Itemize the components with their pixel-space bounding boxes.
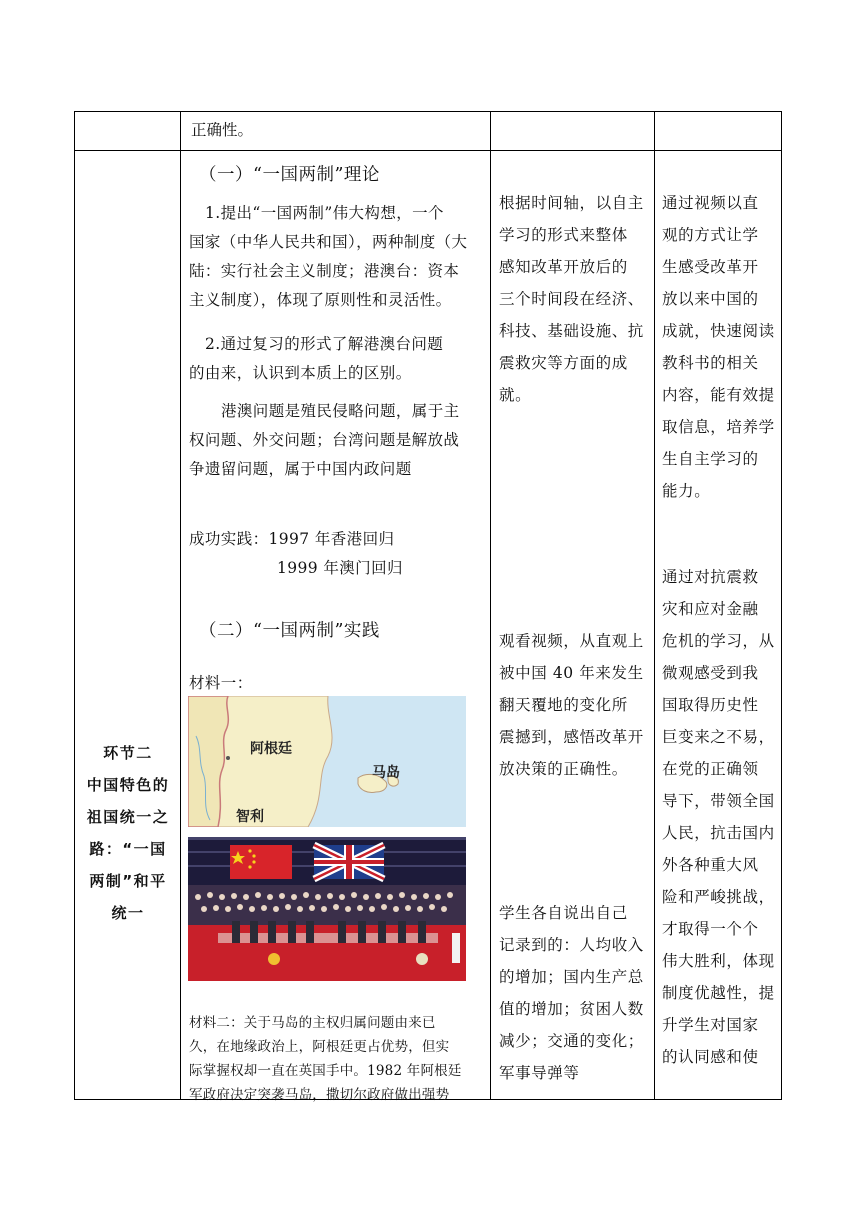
text-line: 值的增加；贫困人数	[499, 1000, 644, 1018]
table-cell	[655, 112, 782, 151]
text-line: 在党的正确领	[662, 760, 759, 778]
text-line: 国取得历史性	[662, 696, 759, 714]
section-label-line: 中国特色的	[86, 776, 170, 794]
paragraph-line: 的由来，认识到本质上的区别。	[189, 364, 412, 382]
section-heading: （二）“一国两制”实践	[199, 621, 380, 641]
text-line: 震撼到，感悟改革开	[499, 728, 644, 746]
text-line: 放以来中国的	[662, 290, 759, 308]
paragraph-line: 际掌握权却一直在英国手中。1982 年阿根廷	[189, 1063, 462, 1079]
success-practice	[189, 525, 484, 583]
table-cell	[181, 112, 491, 151]
text-line: 人民，抗击国内	[662, 824, 775, 842]
text-line: 取信息，培养学	[662, 418, 775, 436]
material-two-text	[189, 1011, 481, 1107]
paragraph-line: 久，在地缘政治上，阿根廷更占优势，但实	[189, 1039, 450, 1055]
text-line: 放决策的正确性。	[499, 760, 628, 778]
intent-block	[662, 561, 782, 1073]
text-line: 才取得一个个	[662, 920, 759, 938]
practice-line: 成功实践：1997 年香港回归	[189, 530, 395, 548]
content-cell	[181, 151, 491, 1103]
handover-ceremony-photo	[188, 837, 466, 981]
table-row	[75, 151, 782, 1100]
paragraph-line: 陆：实行社会主义制度；港澳台：资本	[189, 262, 460, 280]
text-line: 震救灾等方面的成	[499, 354, 628, 372]
material-label: 材料一：	[189, 674, 253, 692]
text-line: 的增加；国内生产总	[499, 968, 644, 986]
text-line: 制度优越性，提	[662, 984, 775, 1002]
section-label-cell	[75, 151, 181, 1100]
design-intent-cell	[655, 151, 782, 1100]
section-label-line: 环节二	[103, 744, 153, 762]
text-line: 生自主学习的	[662, 450, 759, 468]
text-line: 科技、基础设施、抗	[499, 322, 644, 340]
text-line: 能力。	[662, 482, 711, 500]
paragraph-line: 1.提出“一国两制”伟大构想，一个	[205, 204, 444, 222]
text-line: 教科书的相关	[662, 354, 759, 372]
paragraph	[189, 199, 484, 315]
text-line: 的认同感和使	[662, 1048, 759, 1066]
section-heading: （一）“一国两制”理论	[199, 165, 380, 185]
cell-text: 正确性。	[191, 121, 254, 139]
section-label-line: 祖国统一之	[86, 808, 170, 826]
text-line: 升学生对国家	[662, 1016, 759, 1034]
text-line: 就。	[499, 386, 532, 404]
text-line: 翻天覆地的变化所	[499, 696, 628, 714]
paragraph-line: 材料二：关于马岛的主权归属问题由来已	[189, 1015, 436, 1031]
paragraph	[189, 397, 484, 484]
paragraph-line: 2.通过复习的形式了解港澳台问题	[205, 335, 444, 353]
paragraph	[189, 330, 484, 388]
map-label-argentina: 阿根廷	[250, 741, 292, 757]
paragraph-line: 国家（中华人民共和国），两种制度（大	[189, 233, 468, 251]
section-label-line: 路：“一国	[89, 840, 167, 858]
photo-graphic	[188, 837, 466, 981]
map-graphic	[188, 696, 466, 827]
text-line: 巨变来之不易，	[662, 728, 775, 746]
text-line: 感知改革开放后的	[499, 258, 628, 276]
text-line: 微观感受到我	[662, 664, 759, 682]
text-line: 根据时间轴，以自主	[499, 194, 644, 212]
text-line: 三个时间段在经济、	[499, 290, 644, 308]
student-activity-cell	[491, 151, 655, 1100]
table-row	[75, 112, 782, 151]
section-label-line: 两制”和平	[89, 872, 167, 890]
intent-block	[662, 187, 782, 507]
text-line: 危机的学习，从	[662, 632, 775, 650]
text-line: 军事导弹等	[499, 1064, 580, 1082]
text-line: 观看视频，从直观上	[499, 632, 644, 650]
activity-block	[499, 897, 655, 1089]
text-line: 减少；交通的变化；	[499, 1032, 644, 1050]
table-cell	[75, 112, 181, 151]
text-line: 记录到的：人均收入	[499, 936, 644, 954]
paragraph-line: 主义制度），体现了原则性和灵活性。	[189, 291, 452, 309]
text-line: 灾和应对金融	[662, 600, 759, 618]
falklands-map-image	[188, 696, 466, 827]
text-line: 导下，带领全国	[662, 792, 775, 810]
map-label-chile: 智利	[236, 809, 264, 825]
map-label-falklands: 马岛	[372, 765, 400, 781]
text-line: 通过视频以直	[662, 194, 759, 212]
text-line: 通过对抗震救	[662, 568, 759, 586]
lesson-plan-table	[74, 111, 782, 1103]
section-label-line: 统一	[111, 904, 145, 922]
text-line: 成就，快速阅读	[662, 322, 775, 340]
table-cell	[491, 112, 655, 151]
text-line: 学生各自说出自己	[499, 904, 628, 922]
text-line: 伟大胜利，体现	[662, 952, 775, 970]
text-line: 险和严峻挑战，	[662, 888, 775, 906]
section-label	[75, 737, 181, 929]
paragraph-line: 权问题、外交问题；台湾问题是解放战	[189, 431, 460, 449]
activity-block	[499, 187, 655, 411]
text-line: 生感受改革开	[662, 258, 759, 276]
text-line: 外各种重大风	[662, 856, 759, 874]
text-line: 被中国 40 年来发生	[499, 664, 644, 682]
text-line: 内容，能有效提	[662, 386, 775, 404]
practice-line: 1999 年澳门回归	[277, 559, 403, 577]
text-line: 学习的形式来整体	[499, 226, 628, 244]
activity-block	[499, 625, 655, 785]
paragraph-line: 争遗留问题，属于中国内政问题	[189, 460, 412, 478]
text-line: 观的方式让学	[662, 226, 759, 244]
paragraph-line: 军政府决定突袭马岛，撒切尔政府做出强势	[189, 1087, 450, 1103]
paragraph-line: 港澳问题是殖民侵略问题，属于主	[221, 402, 460, 420]
